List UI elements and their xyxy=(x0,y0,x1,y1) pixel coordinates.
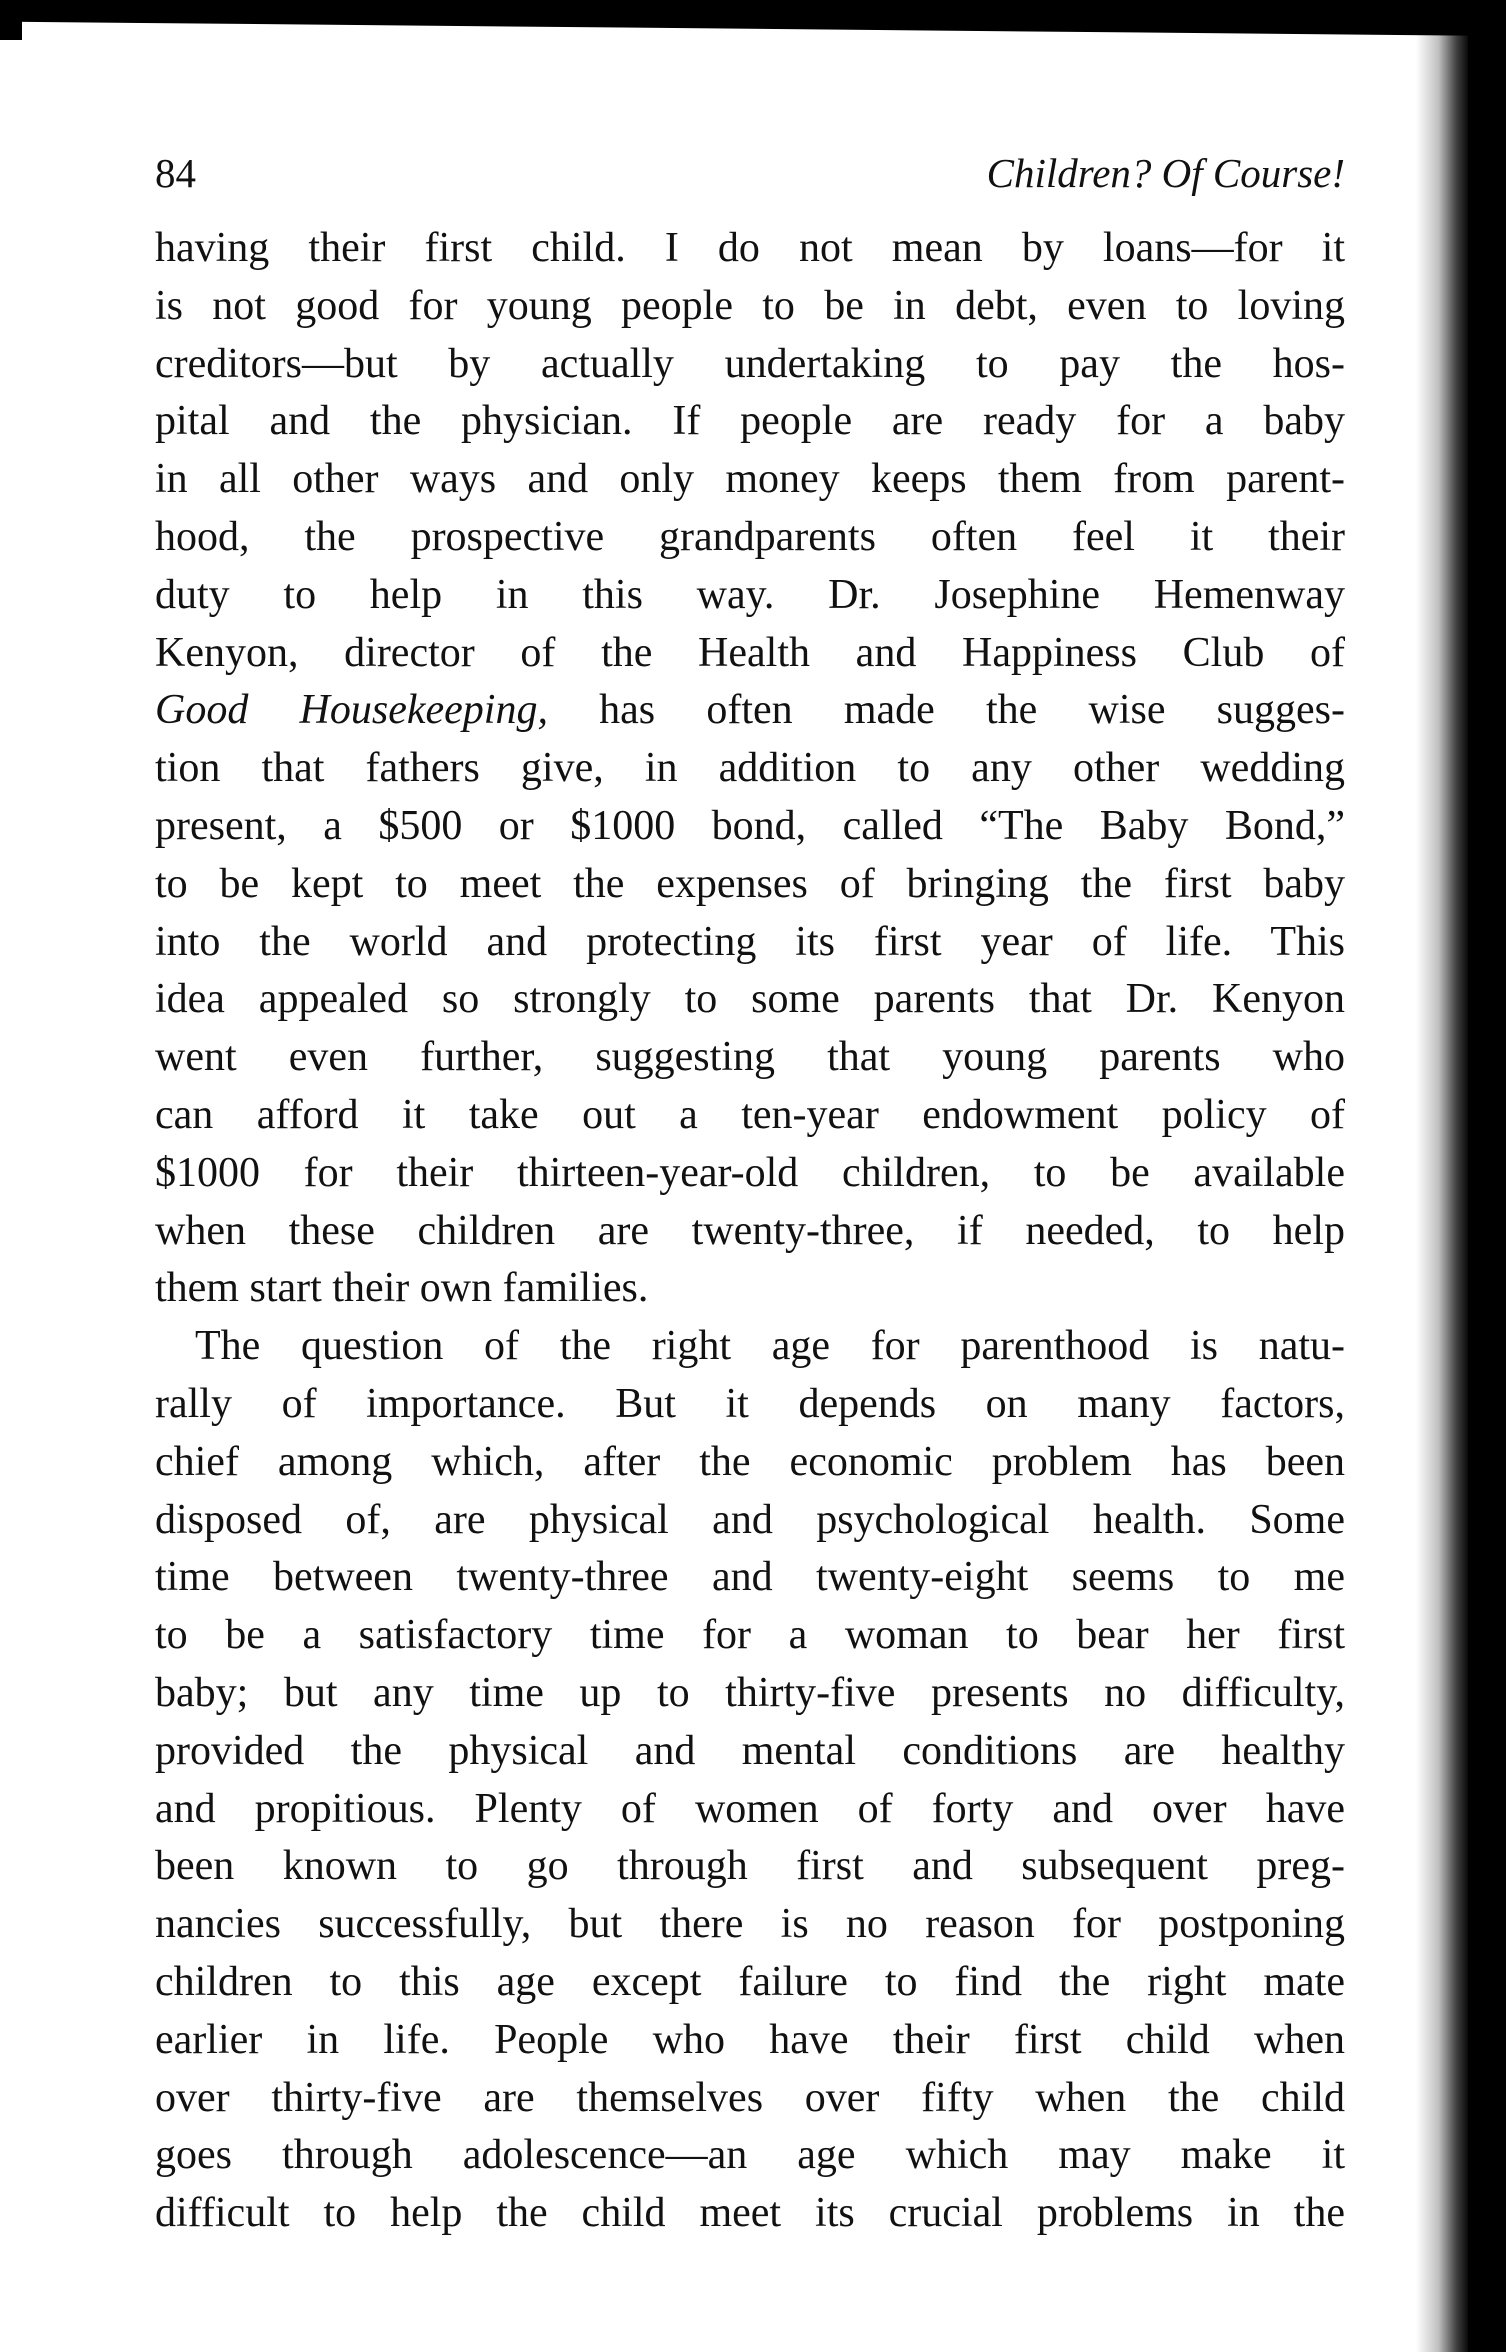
text-line: is not good for young people to be in debt, even to loving xyxy=(155,282,1345,329)
text-line: nancies successfully, but there is no reason for postponing xyxy=(155,1901,1345,1948)
text-line: Kenyon, director of the Health and Happiness Club of xyxy=(155,629,1345,676)
page-number: 84 xyxy=(155,150,196,196)
scan-top-border xyxy=(0,0,1506,36)
text-line: went even further, suggesting that young parents who xyxy=(155,1034,1345,1081)
text-line: creditors—but by actually undertaking to pay the hos- xyxy=(155,340,1345,387)
text-line: difficult to help the child meet its crucial problems in the xyxy=(155,2190,1345,2237)
text-line: duty to help in this way. Dr. Josephine Hemenway xyxy=(155,571,1345,618)
paragraph-start-line: The question of the right age for parenthood is natu- xyxy=(195,1323,1345,1370)
text-line: chief among which, after the economic problem has been xyxy=(155,1438,1345,1485)
running-title: Children? Of Course! xyxy=(986,150,1345,196)
text-line: provided the physical and mental conditions are healthy xyxy=(155,1727,1345,1774)
text-line: in all other ways and only money keeps them from parent- xyxy=(155,456,1345,503)
text-line: tion that fathers give, in addition to any other wedding xyxy=(155,745,1345,792)
text-line xyxy=(155,682,1345,740)
text-line: disposed of, are physical and psychological health. Some xyxy=(155,1496,1345,1543)
text-line: rally of importance. But it depends on many factors, xyxy=(155,1380,1345,1427)
magazine-title-italic: Good Housekeeping, xyxy=(155,687,548,734)
text-line: them start their own families. xyxy=(155,1265,649,1312)
scan-top-left-border xyxy=(0,0,22,40)
text-line: goes through adolescence—an age which may make it xyxy=(155,2132,1345,2179)
text-line: and propitious. Plenty of women of forty and over have xyxy=(155,1785,1345,1832)
text-line: time between twenty-three and twenty-eight seems to me xyxy=(155,1554,1345,1601)
text-line: into the world and protecting its first year of life. This xyxy=(155,918,1345,965)
text-line: over thirty-five are themselves over fifty when the child xyxy=(155,2074,1345,2121)
text-line: pital and the physician. If people are ready for a baby xyxy=(155,398,1345,445)
running-head xyxy=(155,148,1345,198)
text-line: children to this age except failure to find the right mate xyxy=(155,1958,1345,2005)
text-line: been known to go through first and subsequent preg- xyxy=(155,1843,1345,1890)
text-line: baby; but any time up to thirty-five presents no difficulty, xyxy=(155,1669,1345,1716)
text-line: earlier in life. People who have their first child when xyxy=(155,2016,1345,2063)
page-body xyxy=(155,220,1345,2243)
text-line: idea appealed so strongly to some parents that Dr. Kenyon xyxy=(155,976,1345,1023)
text-line: present, a $500 or $1000 bond, called “The Baby Bond,” xyxy=(155,802,1345,849)
text-line-rest: has often made the wise sugges- xyxy=(547,687,1345,734)
text-line: when these children are twenty-three, if needed, to help xyxy=(155,1207,1345,1254)
text-line: to be kept to meet the expenses of bringing the first baby xyxy=(155,860,1345,907)
text-line: $1000 for their thirteen-year-old children, to be available xyxy=(155,1149,1345,1196)
text-line: hood, the prospective grandparents often feel it their xyxy=(155,513,1345,560)
scan-right-border xyxy=(1468,0,1506,2352)
text-line: having their first child. I do not mean by loans—for it xyxy=(155,225,1345,271)
text-line: can afford it take out a ten-year endowment policy of xyxy=(155,1091,1345,1138)
text-line: to be a satisfactory time for a woman to bear her first xyxy=(155,1612,1345,1659)
